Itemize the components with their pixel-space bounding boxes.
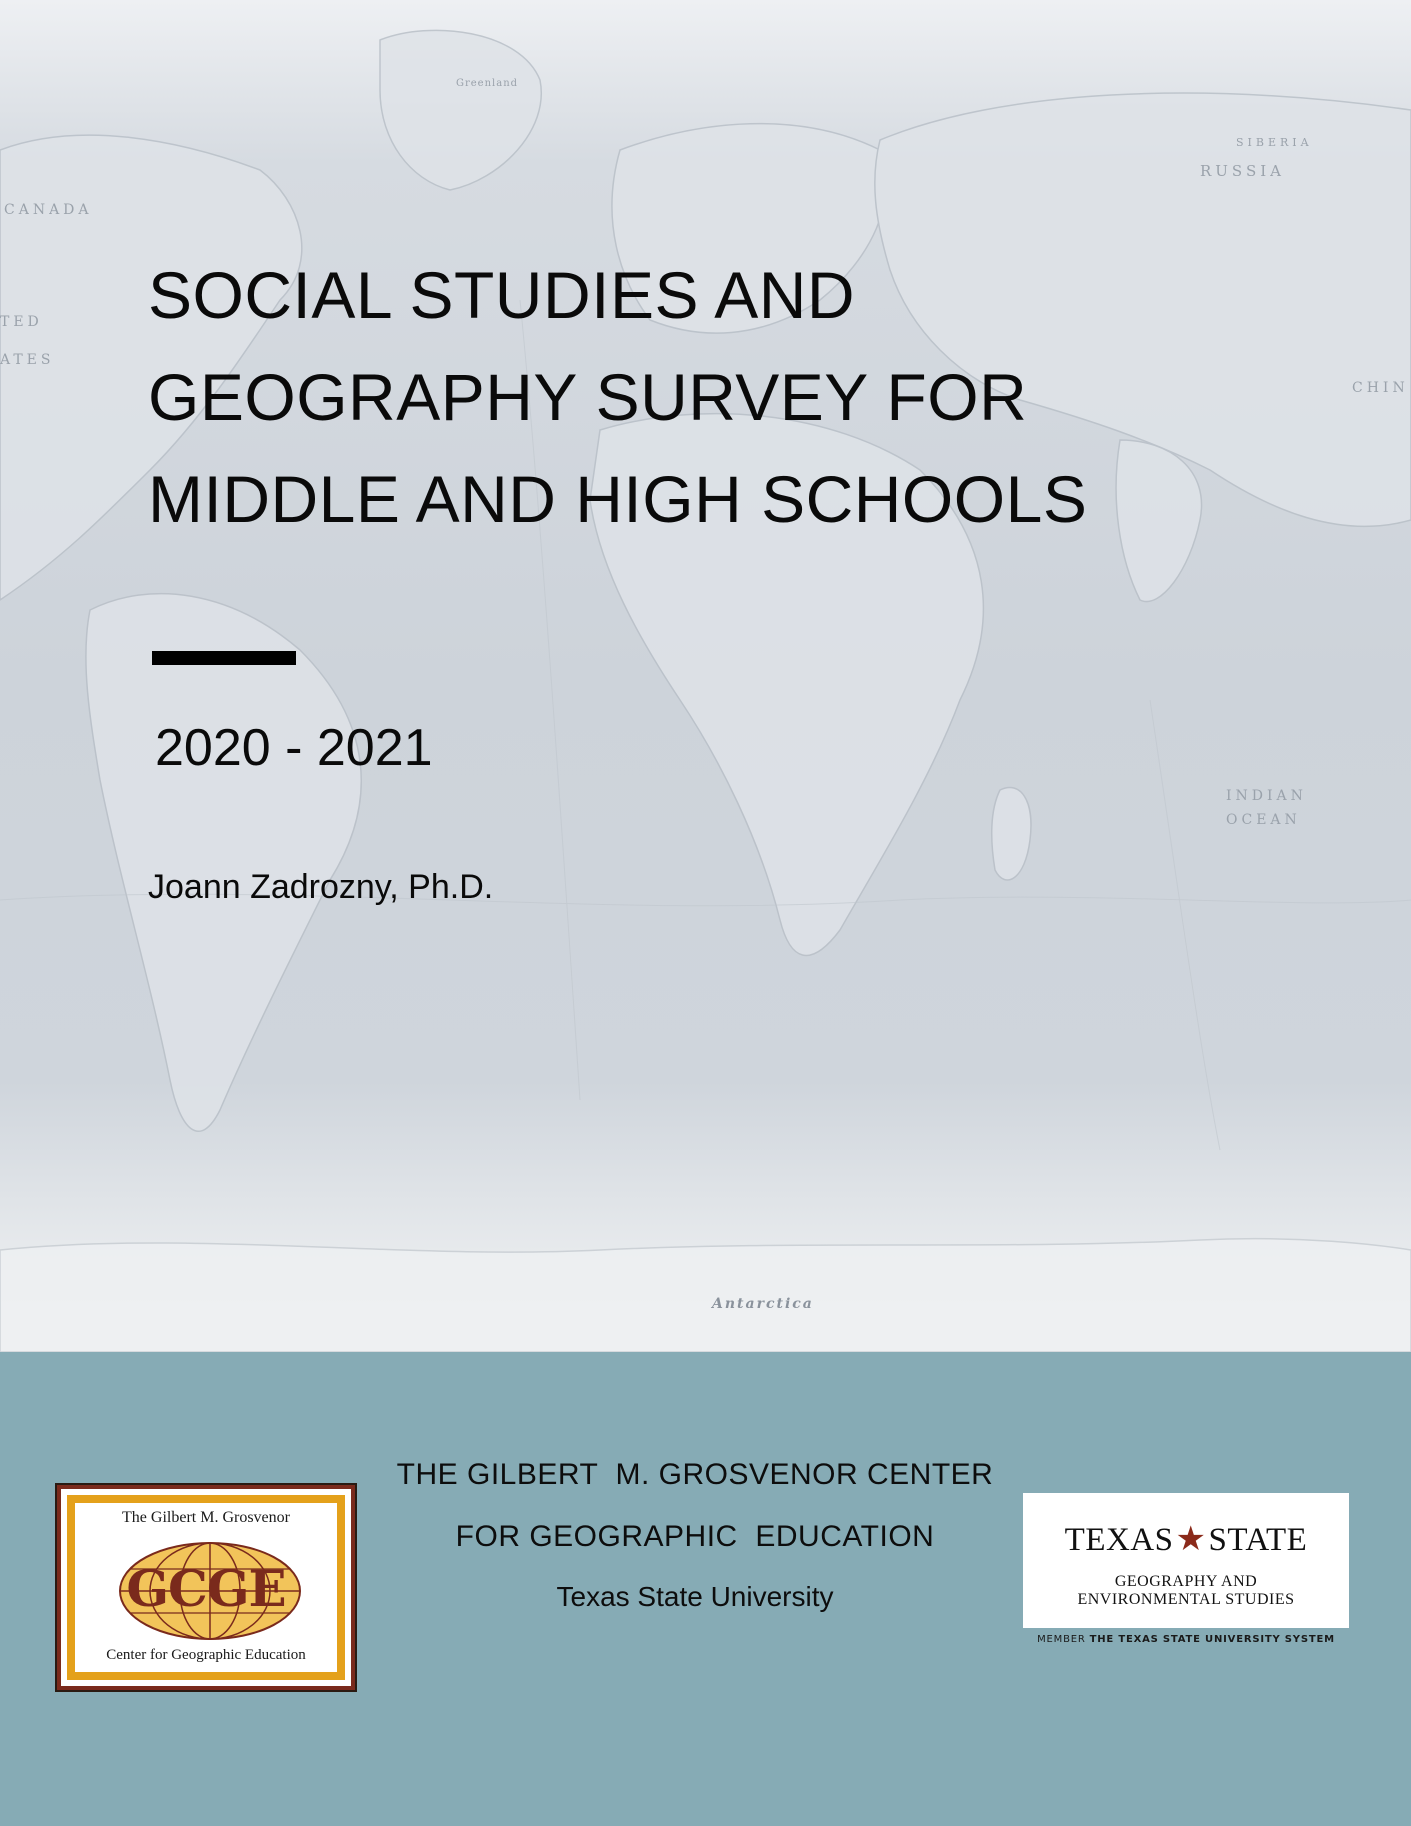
gcge-logo-frame — [67, 1495, 345, 1680]
gcge-logo-top-text: The Gilbert M. Grosvenor — [122, 1509, 290, 1526]
texas-state-word-left: TEXAS — [1064, 1522, 1174, 1558]
center-name-line-1: THE GILBERT M. GROSVENOR CENTER — [396, 1458, 994, 1491]
member-prefix: MEMBER — [1037, 1634, 1086, 1645]
star-icon: ★ — [1175, 1521, 1207, 1558]
map-label-states: ATES — [0, 352, 55, 368]
texas-state-dept-line-1: GEOGRAPHY AND — [1114, 1573, 1258, 1590]
map-label-siberia: SIBERIA — [1236, 136, 1313, 149]
texas-state-dept-line-2: ENVIRONMENTAL STUDIES — [1077, 1591, 1295, 1608]
member-system-name: THE TEXAS STATE UNIVERSITY SYSTEM — [1089, 1634, 1335, 1645]
gcge-logo-bottom-text: Center for Geographic Education — [106, 1647, 306, 1663]
cover-title-line-2: GEOGRAPHY SURVEY FOR — [148, 360, 1028, 434]
gcge-logo-letters: GCGE — [126, 1559, 286, 1618]
texas-state-wordmark — [1023, 1519, 1349, 1559]
map-label-canada: CANADA — [4, 202, 93, 218]
title-divider-rule — [152, 651, 296, 665]
map-label-russia: RUSSIA — [1200, 162, 1285, 180]
texas-state-member-line — [1023, 1634, 1349, 1645]
cover-title — [148, 244, 1198, 550]
cover-title-line-1: SOCIAL STUDIES AND — [148, 258, 856, 332]
texas-state-logo — [1023, 1493, 1349, 1628]
texas-state-word-right: STATE — [1208, 1522, 1308, 1558]
map-label-greenland: Greenland — [456, 78, 519, 89]
cover-years: 2020 - 2021 — [155, 719, 433, 777]
university-name: Texas State University — [556, 1581, 834, 1612]
map-label-ocean: OCEAN — [1226, 812, 1301, 828]
center-name-line-2: FOR GEOGRAPHIC EDUCATION — [455, 1520, 935, 1553]
map-label-united: TED — [0, 314, 43, 330]
map-label-antarctica: Antarctica — [712, 1296, 814, 1312]
cover-footer-band — [0, 1352, 1411, 1826]
gcge-logo — [57, 1485, 355, 1690]
cover-author: Joann Zadrozny, Ph.D. — [148, 868, 494, 906]
grosvenor-center-text — [370, 1455, 1020, 1617]
map-label-indian: INDIAN — [1226, 788, 1307, 804]
cover-title-line-3: MIDDLE AND HIGH SCHOOLS — [148, 462, 1088, 536]
map-label-china: CHIN — [1352, 380, 1409, 396]
